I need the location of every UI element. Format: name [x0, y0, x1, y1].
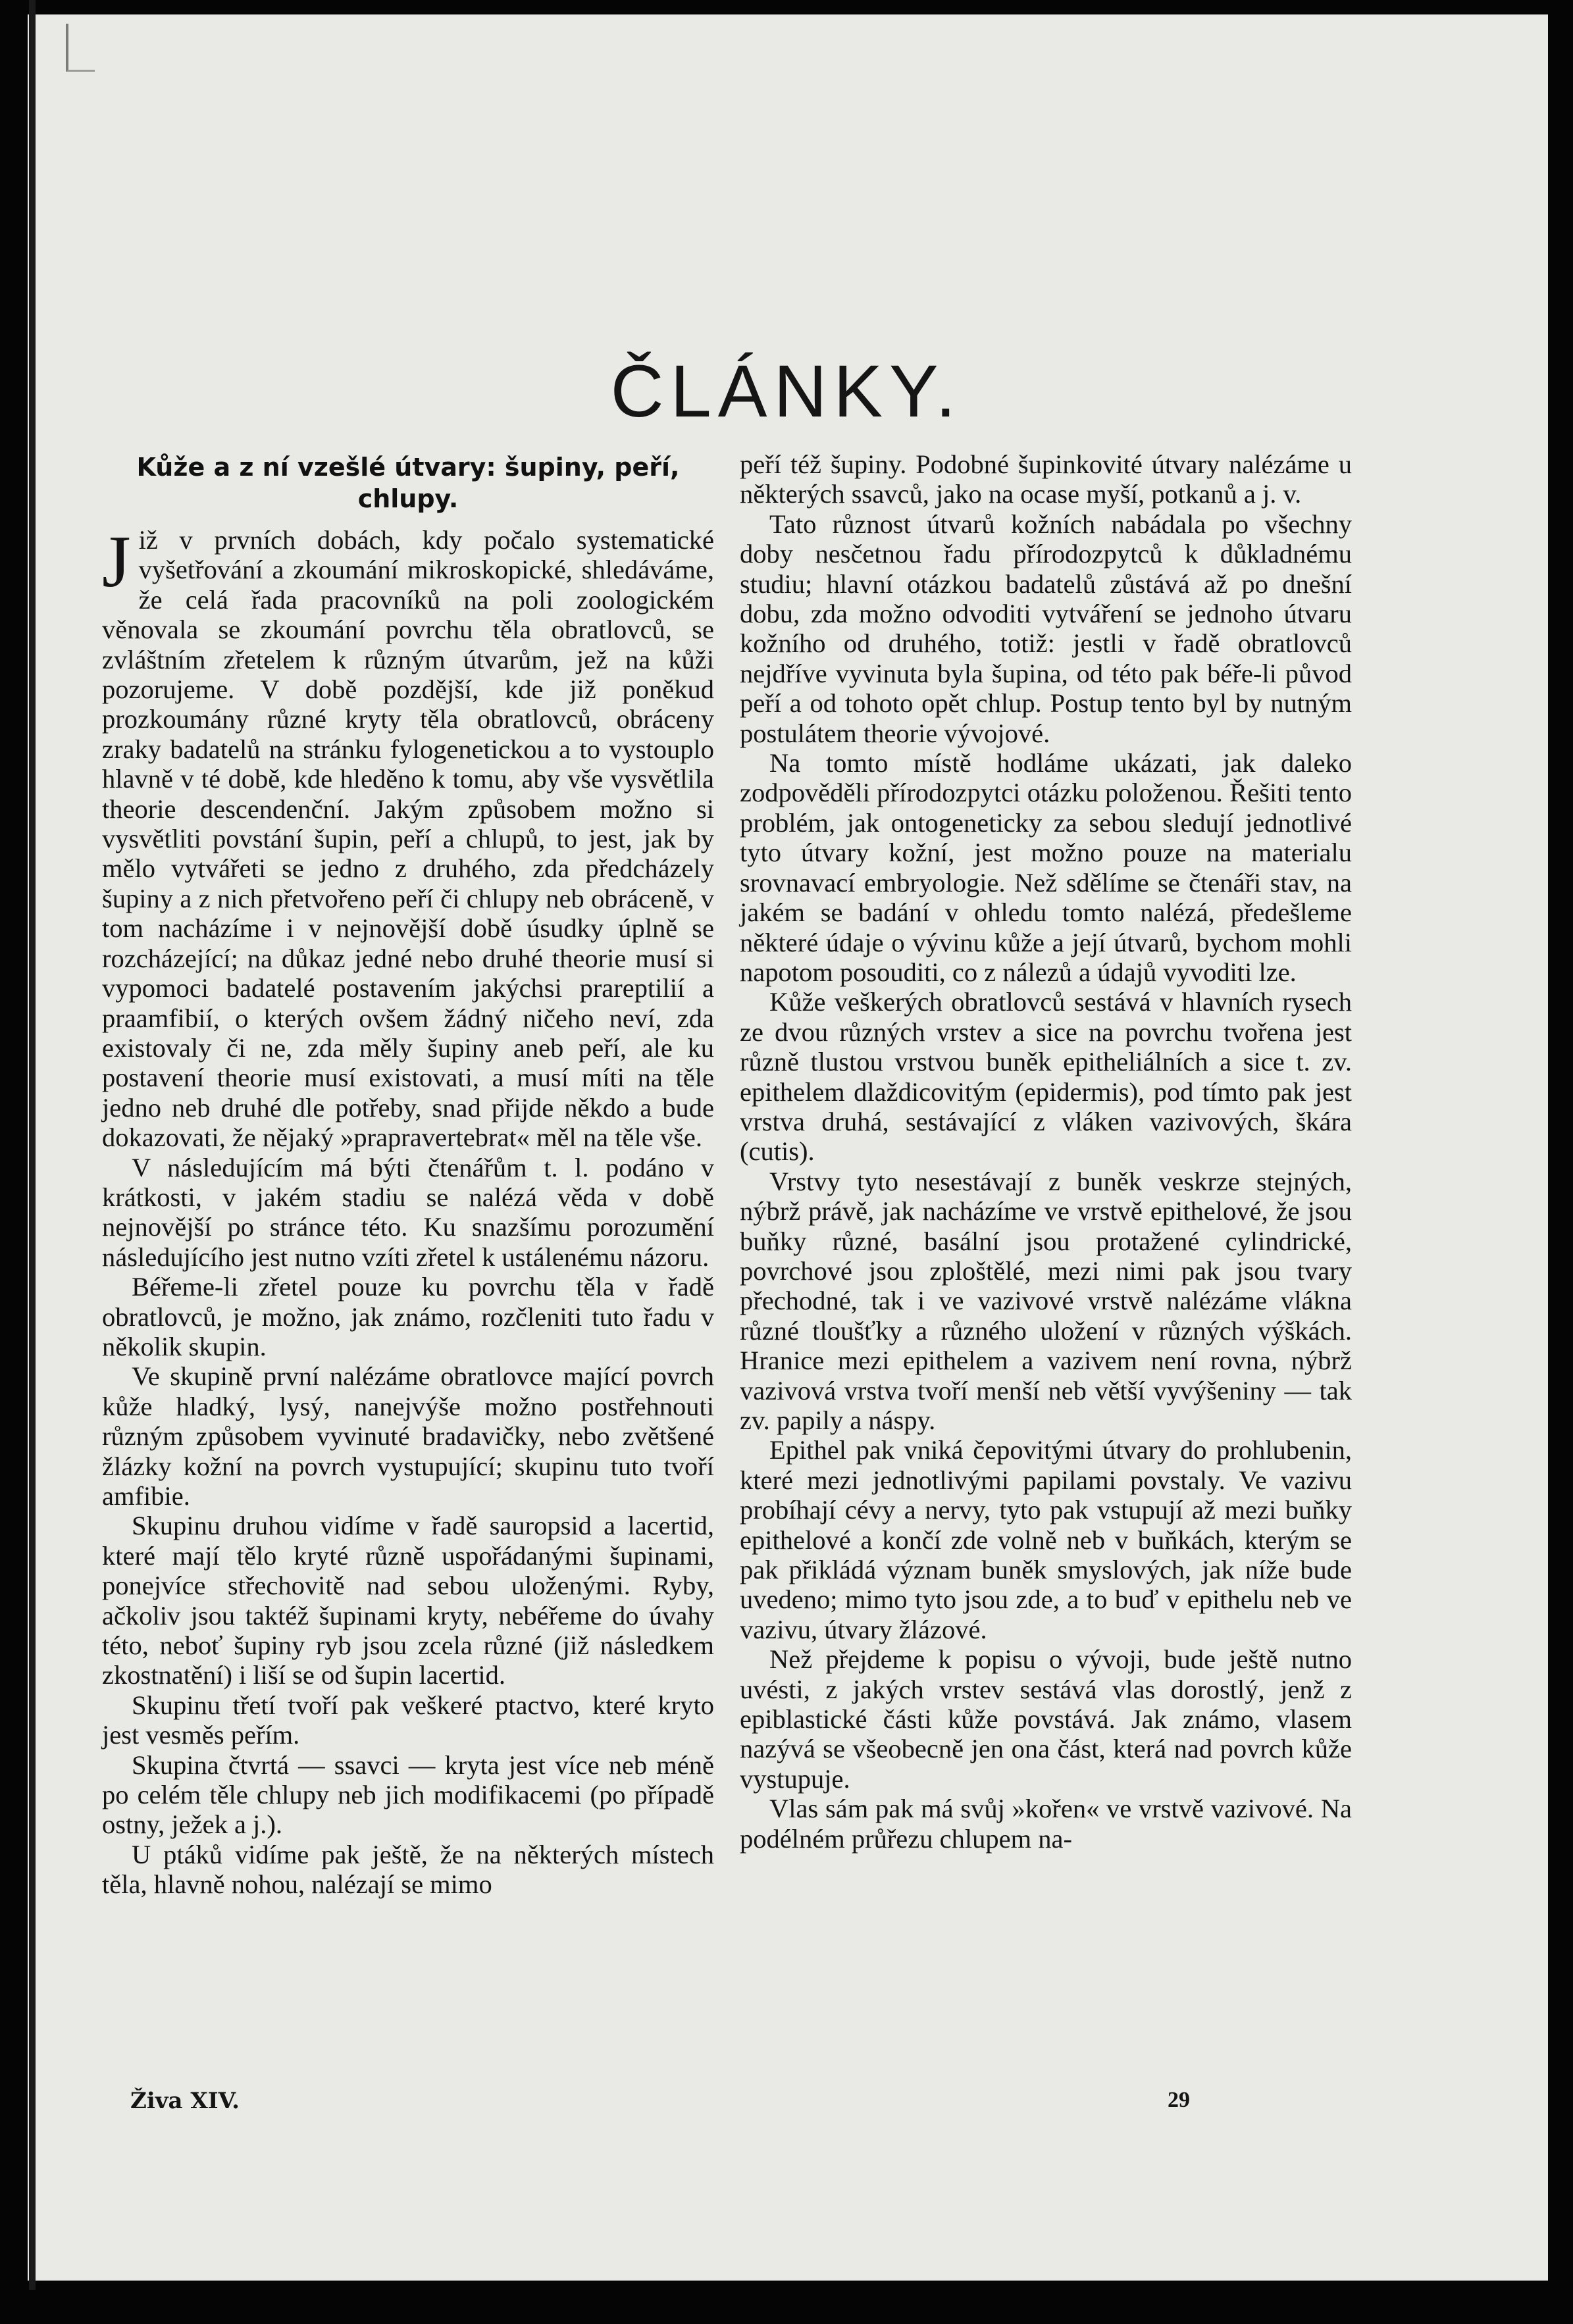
paragraph: Tato různost útvarů kožních nabádala po všechny doby nesčetnou řadu přírodozpytců k důkladnému studiu; hlavní otázkou badatelů zůstává až po dnešní dobu, zda možno odvoditi vytváření se jednoho útvaru kožního od druhého, totiž: jestli v řadě obratlovců nejdříve vyvinuta byla šupina, od této pak béře-li původ peří a od tohoto opět chlup. Postup tento byl by nutným postulátem theorie vývojové. [740, 509, 1352, 748]
binding-edge [29, 0, 36, 2290]
paragraph: Skupina čtvrtá — ssavci — kryta jest více neb méně po celém těle chlupy neb jich modifikacemi (po případě ostny, ježek a j.). [102, 1750, 714, 1840]
journal-footer: Živa XIV. [130, 2088, 240, 2114]
paragraph: Skupinu druhou vidíme v řadě sauropsid a lacertid, které mají tělo kryté různě uspořádanými šupinami, ponejvíce střechovitě nad sebou uloženými. Ryby, ačkoliv jsou taktéž šupinami kryty, nebéřeme do úvahy této, neboť šupiny ryb jsou zcela různé (již následkem zkostnatění) i liší se od šupin lacertid. [102, 1511, 714, 1690]
paragraph: Skupinu třetí tvoří pak veškeré ptactvo, které kryto jest vesměs peřím. [102, 1690, 714, 1750]
scan-artifact [66, 24, 95, 72]
page-number: 29 [1168, 2088, 1190, 2112]
paragraph: Epithel pak vniká čepovitými útvary do prohlubenin, které mezi jednotlivými papilami povstaly. Ve vazivu probíhají cévy a nervy, tyto pak vstupují až mezi buňky epithelové a končí zde volně neb v buňkách, kterým se pak přikládá význam buněk smyslových, jak níže bude uvedeno; mimo tyto jsou zde, a to buď v epithelu neb ve vazivu, útvary žlázové. [740, 1435, 1352, 1644]
section-heading: ČLÁNKY. [610, 350, 963, 432]
paragraph: Béřeme-li zřetel pouze ku povrchu těla v řadě obratlovců, je možno, jak známo, rozčleniti tuto řadu v několik skupin. [102, 1272, 714, 1361]
paragraph: Než přejdeme k popisu o vývoji, bude ještě nutno uvésti, z jakých vrstev sestává vlas dorostlý, jenž z epiblastické části kůže povstává. Jak známo, vlasem nazývá se všeobecně jen ona část, která nad povrch kůže vystupuje. [740, 1644, 1352, 1794]
paragraph: Ve skupině první nalézáme obratlovce mající povrch kůže hladký, lysý, nanejvýše možno postřehnouti různým způsobem vyvinuté bradavičky, nebo zvětšené žlázky kožní na povrch vystupující; skupinu tuto tvoří amfibie. [102, 1361, 714, 1511]
paragraph: Vrstvy tyto nesestávají z buněk veskrze stejných, nýbrž právě, jak nacházíme ve vrstvě epithelové, že jsou buňky různé, basální jsou protažené cylindrické, povrchové jsou zploštělé, mezi nimi pak jsou tvary přechodné, tak i ve vazivové vrstvě nalézáme vlákna různé tloušťky a různého uložení v různých výškách. Hranice mezi epithelem a vazivem není rovna, nýbrž vazivová vrstva tvoří menší neb větší vyvýšeniny — tak zv. papily a náspy. [740, 1166, 1352, 1435]
article-title: Kůže a z ní vzešlé útvary: šupiny, peří, chlupy. [136, 453, 680, 513]
drop-cap: J [102, 521, 131, 603]
paragraph: U ptáků vidíme pak ještě, že na některých místech těla, hlavně nohou, nalézají se mimo [102, 1839, 714, 1900]
left-column [102, 451, 714, 1900]
paragraph: Kůže veškerých obratlovců sestává v hlavních rysech ze dvou různých vrstev a sice na povrchu tvořena jest různě tlustou vrstvou buněk epitheliálních a sice t. zv. epithelem dlaždicovitým (epidermis), pod tímto pak jest vrstva druhá, sestávající z vláken vazivových, škára (cutis). [740, 987, 1352, 1167]
right-column [740, 449, 1352, 1854]
paragraph: Vlas sám pak má svůj »kořen« ve vrstvě vazivové. Na podélném průřezu chlupem na- [740, 1794, 1352, 1854]
paragraph: Již v prvních dobách, kdy počalo systematické vyšetřování a zkoumání mikroskopické, shledáváme, že celá řada pracovníků na poli zoologickém věnovala se zkoumání povrchu těla obratlovců, se zvláštním zřetelem k různým útvarům, jež na kůži pozorujeme. V době pozdější, kde již poněkud prozkoumány různé kryty těla obratlovců, obráceny zraky badatelů na stránku fylogenetickou a to vystouplo hlavně v té době, kde hleděno k tomu, aby vše vysvětlila theorie descendenční. Jakým způsobem možno si vysvětliti povstání šupin, peří a chlupů, to jest, jak by mělo vytvářeti se jedno z druhého, zda předcházely šupiny a z nich přetvořeno peří či chlupy neb obráceně, v tom nacházíme i v nejnovější době úsudky úplně se rozcházející; na důkaz jedné nebo druhé theorie musí si vypomoci badatelé postavením jakýchsi prareptilií a praamfibií, o kterých ovšem žádný ničeho neví, zda existovaly či ne, zda měly šupiny aneb peří, ale ku postavení theorie musí existovati, a musí míti na těle jedno neb druhé dle potřeby, snad přijde někdo a bude dokazovati, že nějaký »prapravertebrat« měl na těle vše. [102, 521, 714, 1153]
paragraph: Na tomto místě hodláme ukázati, jak daleko zodpověděli přírodozpytci otázku položenou. Řešiti tento problém, jak ontogeneticky za sebou sledují jednotlivé tyto útvary kožní, jest možno pouze na materialu srovnavací embryologie. Než sdělíme se čtenáři stav, na jakém se badání v ohledu tomto nalézá, předešleme některé údaje o vývinu kůže a její útvarů, bychom mohli napotom posouditi, co z nálezů a údajů vyvoditi lze. [740, 748, 1352, 987]
paragraph: V následujícím má býti čtenářům t. l. podáno v krátkosti, v jakém stadiu se nalézá věda v době nejnovější po stránce této. Ku snazšímu porozumění následujícího jest nutno vzíti zřetel k ustálenému názoru. [102, 1152, 714, 1272]
paragraph: peří též šupiny. Podobné šupinkovité útvary nalézáme u některých ssavců, jako na ocase myší, potkanů a j. v. [740, 449, 1352, 509]
